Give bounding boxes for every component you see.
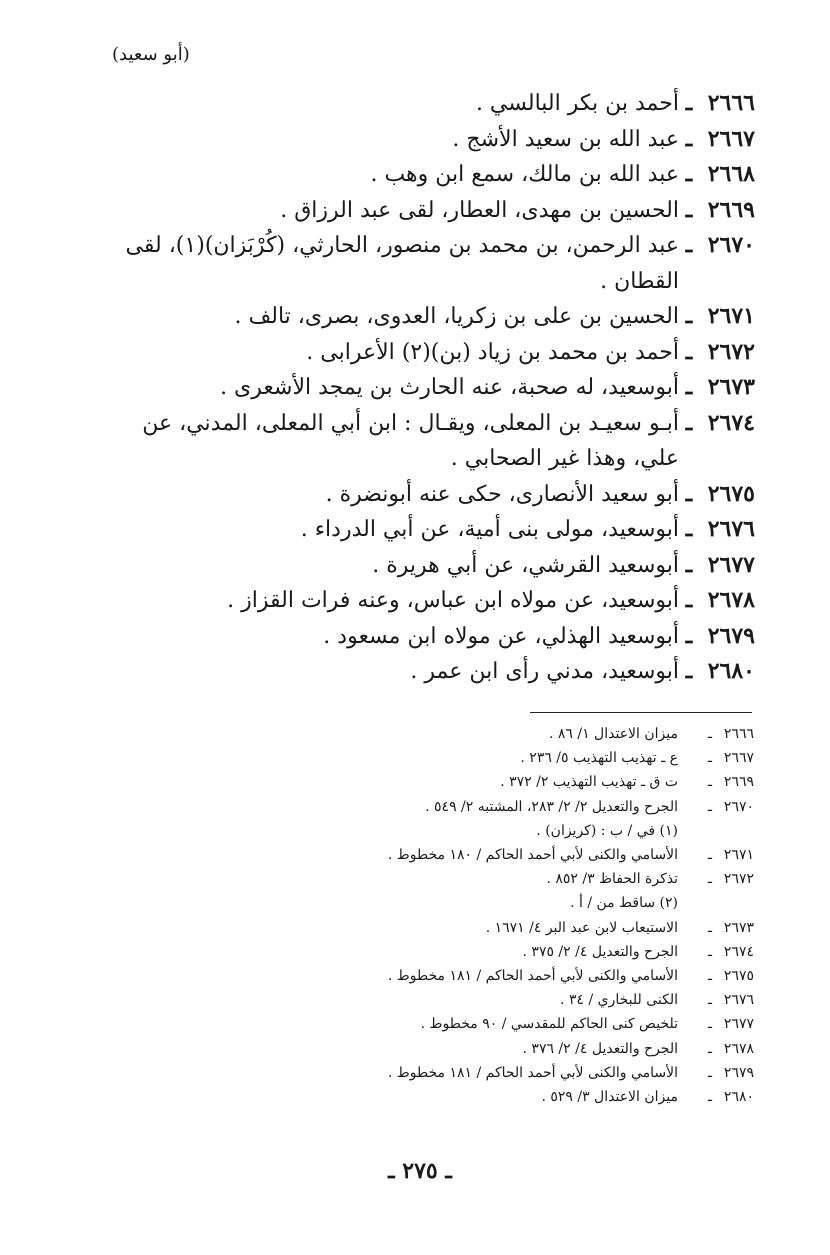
- entry-number: ٢٦٧٢: [707, 338, 755, 365]
- entry-text: عبد الله بن مالك، سمع ابن وهب .: [370, 162, 679, 187]
- entry-dash: ـ: [685, 161, 693, 187]
- entry-text: الحسين بن مهدى، العطار، لقى عبد الرزاق .: [280, 197, 679, 223]
- entry: [100, 157, 755, 193]
- entry-text: أبوسعيد، مدني رأى ابن عمر .: [410, 659, 679, 684]
- footnote-divider: [530, 712, 752, 713]
- entry-dash: ـ: [685, 622, 693, 649]
- footnote: [330, 1012, 754, 1036]
- footnote: [330, 1085, 754, 1109]
- footnote-text: الجرح والتعديل ٤/ ٢/ ٣٧٥ .: [522, 943, 678, 960]
- footnote-dash: ـ: [707, 943, 712, 960]
- footnote-dash: ـ: [707, 726, 712, 742]
- entry-dash: ـ: [685, 232, 693, 258]
- entry-text: عبد الله بن سعيد الأشج .: [452, 126, 679, 152]
- footnote-number: ٢٦٧٥: [723, 968, 754, 985]
- entry-dash: ـ: [685, 303, 693, 329]
- footnote: [330, 722, 754, 746]
- entry-dash: ـ: [685, 587, 693, 613]
- footnote: [330, 1061, 754, 1085]
- footnote-text: الأسامي والكنى لأبي أحمد الحاكم / ١٨١ مخطوط .: [387, 1064, 678, 1081]
- entry-number: ٢٦٨٠: [707, 658, 755, 684]
- entry-text: عبد الرحمن، بن محمد بن منصور، الحارثي، (كُرْبَزان)(١)، لقى القطان .: [125, 233, 679, 294]
- entry-number: ٢٦٧٦: [707, 516, 755, 542]
- footnote-text: ميزان الاعتدال ١/ ٨٦ .: [548, 726, 678, 742]
- entry-dash: ـ: [685, 480, 693, 507]
- footnote-number: ٢٦٧٢: [723, 871, 754, 888]
- entry-dash: ـ: [685, 409, 693, 436]
- footnote: [330, 940, 754, 964]
- entry: [100, 619, 755, 655]
- entry-text: أبـو سعيـد بن المعلى، ويقـال : ابن أبي المعلى، المدني، عن علي، وهذا غير الصحابي .: [142, 410, 679, 471]
- entry-dash: ـ: [685, 196, 693, 223]
- entry-number: ٢٦٧٨: [707, 587, 755, 613]
- entry-number: ٢٦٧٧: [707, 551, 755, 578]
- footnote-text: (١) في / ب : (كريزان) .: [536, 822, 678, 839]
- footnote-dash: ـ: [707, 871, 712, 888]
- footnote-text: الكنى للبخاري / ٣٤ .: [560, 992, 678, 1009]
- footnote-number: ٢٦٧٩: [723, 1064, 754, 1081]
- footnote-number: ٢٦٦٩: [723, 774, 754, 791]
- entry: [100, 583, 755, 619]
- footnote: [330, 795, 754, 819]
- footnote-text: ميزان الاعتدال ٣/ ٥٢٩ .: [541, 1089, 678, 1106]
- entry: [100, 477, 755, 513]
- footnote-dash: ـ: [707, 992, 712, 1009]
- entry-dash: ـ: [685, 90, 693, 116]
- entry-text: أبوسعيد الهذلي، عن مولاه ابن مسعود .: [323, 623, 679, 649]
- footnote-dash: ـ: [707, 750, 712, 767]
- footnote-text: ع ـ تهذيب التهذيب ٥/ ٢٣٦ .: [520, 750, 678, 767]
- footnote-text: (٢) ساقط من / أ .: [570, 895, 678, 912]
- entry-dash: ـ: [685, 338, 693, 365]
- footnote: [330, 1037, 754, 1061]
- entry-text: أبو سعيد الأنصارى، حكى عنه أبونضرة .: [325, 481, 679, 507]
- footnote-text: تلخيص كنى الحاكم للمقدسي / ٩٠ مخطوط .: [420, 1016, 678, 1033]
- entry: [100, 654, 755, 690]
- entry: [100, 299, 755, 335]
- entry-dash: ـ: [685, 658, 693, 684]
- footnote-dash: ـ: [707, 798, 712, 815]
- footnote-text: الأسامي والكنى لأبي أحمد الحاكم / ١٨١ مخطوط .: [387, 968, 678, 985]
- entry-dash: ـ: [685, 551, 693, 578]
- footnote-dash: ـ: [707, 919, 712, 936]
- entries-list: [100, 86, 755, 690]
- footnote-number: ٢٦٧٤: [723, 943, 754, 960]
- footnote-number: ٢٦٧٣: [723, 919, 754, 936]
- footnote-number: ٢٦٧٨: [723, 1040, 754, 1057]
- entry-text: أبوسعيد، له صحبة، عنه الحارث بن يمجد الأشعرى .: [220, 375, 679, 400]
- footnote-text: الجرح والتعديل ٤/ ٢/ ٣٧٦ .: [522, 1040, 678, 1057]
- running-head: (أبو سعيد): [112, 44, 190, 65]
- entry-number: ٢٦٧٣: [707, 374, 755, 400]
- footnote-number: ٢٦٦٧: [723, 750, 754, 767]
- footnote: [330, 770, 754, 794]
- footnote-number: ٢٦٨٠: [723, 1089, 754, 1106]
- footnote-number: ٢٦٧١: [723, 847, 754, 864]
- footnote-number: ٢٦٧٧: [723, 1016, 754, 1033]
- entry-number: ٢٦٧٥: [707, 480, 755, 507]
- entry: [100, 370, 755, 406]
- entry-number: ٢٦٦٧: [707, 125, 755, 152]
- entry-text: الحسين بن على بن زكريا، العدوى، بصرى، تالف .: [234, 304, 679, 329]
- footnote-text: الأسامي والكنى لأبي أحمد الحاكم / ١٨٠ مخطوط .: [387, 847, 678, 864]
- entry-text: أحمد بن بكر البالسي .: [475, 91, 679, 116]
- footnotes-list: [330, 722, 754, 1109]
- footnote-dash: ـ: [707, 847, 712, 864]
- entry-dash: ـ: [685, 374, 693, 400]
- entry-text: أبوسعيد القرشي، عن أبي هريرة .: [372, 552, 679, 578]
- entry: [100, 193, 755, 229]
- footnote-text: ت ق ـ تهذيب التهذيب ٢/ ٣٧٢ .: [500, 774, 678, 791]
- entry-number: ٢٦٧١: [707, 303, 755, 329]
- entry: [100, 406, 755, 477]
- footnote: [330, 964, 754, 988]
- footnote-variant: [330, 819, 754, 843]
- entry: [100, 86, 755, 122]
- page-number: ـ ٢٧٥ ـ: [388, 1158, 452, 1184]
- footnote: [330, 843, 754, 867]
- entry-text: أحمد بن محمد بن زياد (بن)(٢) الأعرابى .: [306, 339, 679, 365]
- entry: [100, 335, 755, 371]
- footnote-dash: ـ: [707, 774, 712, 791]
- footnote-dash: ـ: [707, 1064, 712, 1081]
- footnote-variant: [330, 891, 754, 915]
- entry-number: ٢٦٧٩: [707, 622, 755, 649]
- footnote-number: ٢٦٧٦: [723, 992, 754, 1009]
- entry: [100, 548, 755, 584]
- footnote-text: الاستيعاب لابن عبد البر ٤/ ١٦٧١ .: [485, 919, 678, 936]
- footnote-dash: ـ: [707, 968, 712, 985]
- entry: [100, 122, 755, 158]
- footnote: [330, 988, 754, 1012]
- footnote: [330, 867, 754, 891]
- entry-number: ٢٦٧٠: [707, 232, 755, 258]
- footnote-dash: ـ: [707, 1016, 712, 1033]
- footnote: [330, 916, 754, 940]
- footnote-dash: ـ: [707, 1089, 712, 1106]
- entry-number: ٢٦٧٤: [707, 409, 755, 436]
- footnote-number: ٢٦٦٦: [723, 726, 754, 742]
- entry-dash: ـ: [685, 125, 693, 152]
- footnote-text: الجرح والتعديل ٢/ ٢/ ٢٨٣، المشتبه ٢/ ٥٤٩ .: [425, 798, 678, 815]
- footnote-text: تذكرة الحفاظ ٣/ ٨٥٢ .: [546, 871, 678, 888]
- entry-number: ٢٦٦٦: [707, 90, 755, 116]
- entry-number: ٢٦٦٨: [707, 161, 755, 187]
- entry-number: ٢٦٦٩: [707, 196, 755, 223]
- entry: [100, 512, 755, 548]
- entry-text: أبوسعيد، مولى بنى أمية، عن أبي الدرداء .: [300, 517, 679, 542]
- entry: [100, 228, 755, 299]
- entry-dash: ـ: [685, 516, 693, 542]
- entry-text: أبوسعيد، عن مولاه ابن عباس، وعنه فرات القزاز .: [227, 588, 679, 613]
- footnote-dash: ـ: [707, 1040, 712, 1057]
- footnote-number: ٢٦٧٠: [723, 798, 754, 815]
- footnote: [330, 746, 754, 770]
